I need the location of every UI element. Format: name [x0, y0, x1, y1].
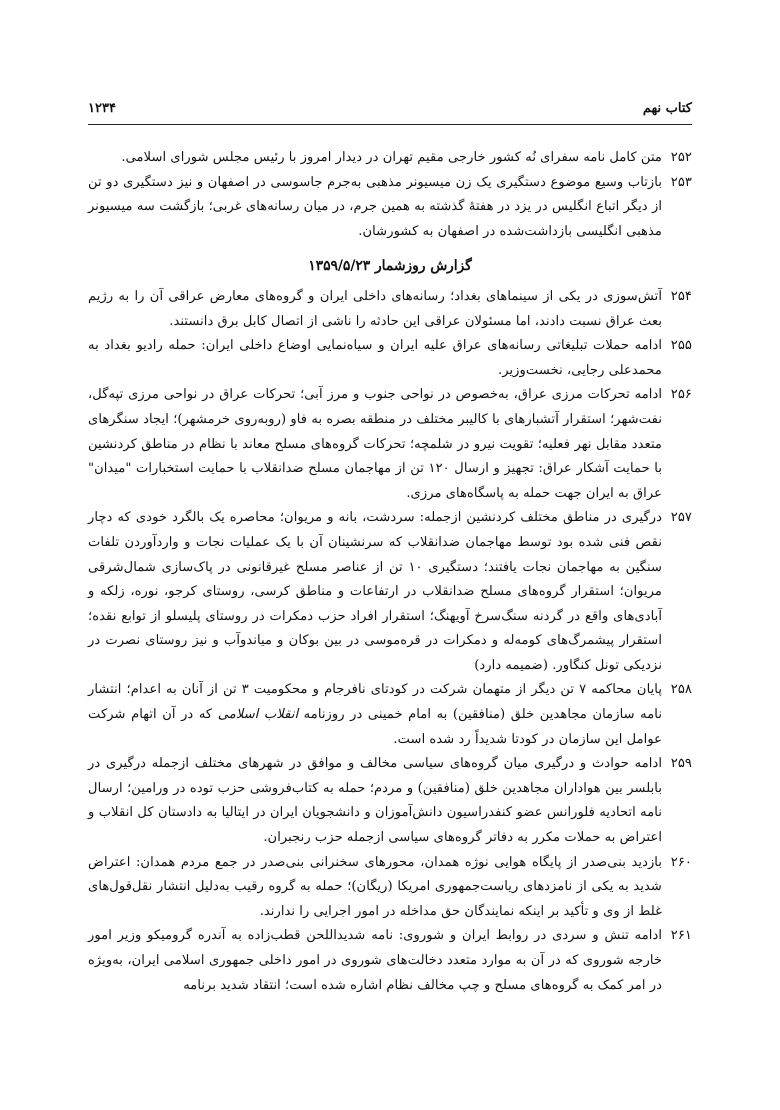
page-content [88, 146, 692, 998]
book-title: کتاب نهم [642, 101, 692, 116]
entry-261 [88, 924, 692, 998]
entry-text: ادامه حوادث و درگیری میان گروه‌های سیاسی مخالف و موافق در شهرهای مختلف ازجمله درگیری در بابلسر بین هواداران مجاهدین خلق (منافقین) و مردم؛ حمله به کتاب‌فروشی حزب توده در ورامین؛ ارسال نامه اتحادیه فلورانس عضو کنفدراسیون دانش‌آموزان و دانشجویان ایران در ایتالیا به دادستان کل انقلاب و اعتراض به حملات مکرر به دفاتر گروه‌های سیاسی ازجمله حزب رنجبران. [88, 756, 662, 846]
entry-text: بازتاب وسیع موضوع دستگیری یک زن میسیونر مذهبی به‌جرم جاسوسی در اصفهان و نیز دستگیری دو تن از دیگر اتباع انگلیس در یزد در هفتهٔ گذشته به همین جرم، در میان رسانه‌های غربی؛ بازگشت سه میسیونر مذهبی انگلیسی بازداشت‌شده در اصفهان به کشورشان. [88, 174, 662, 239]
entry-number: ۲۵۷ [670, 510, 692, 526]
entry-number: ۲۵۳ [670, 174, 692, 190]
daily-report-title: گزارش روزشمار ۱۳۵۹/۵/۲۳ [308, 258, 472, 275]
entry-text: ادامه تحرکات مرزی عراق، به‌خصوص در نواحی جنوب و مرز آبی؛ تحرکات عراق در نواحی مرزی تپه‌گل، نفت‌شهر؛ استقرار آتشبارهای با کالیبر مختلف در منطقه بصره به فاو (روبه‌روی خرمشهر)؛ ایجاد سنگرهای متعدد مقابل نهر فعلیه؛ تقویت نیرو در شلمچه؛ تحرکات گروه‌های مسلح معاند با نظام در مناطق کردنشین با حمایت آشکار عراق: تجهیز و ارسال ۱۲۰ تن از مهاجمان مسلح ضدانقلاب با حمایت استخبارات "میدان" عراق به ایران جهت حمله به پاسگاه‌های مرزی. [88, 387, 662, 501]
entry-text: درگیری در مناطق مختلف کردنشین ازجمله: سردشت، بانه و مریوان؛ محاصره یک بالگرد خودی که دچار نقص فنی شده بود توسط مهاجمان ضدانقلاب که سرنشینان آن با یک عملیات نجات و واردآوردن تلفات سنگین به مهاجمان نجات یافتند؛ دستگیری ۱۰ تن از عناصر مسلح غیرقانونی در پاک‌سازی شمال‌شرقی مریوان؛ استقرار گروه‌های مسلح ضدانقلاب در ارتفاعات و مناطق کرسی، روستای کرجو، نوره، زلکه و آبادی‌های واقع در گردنه سنگ‌سرخ آویهنگ؛ استقرار افراد حزب دمکرات در روستای پلیسلو از توابع نقده؛ استقرار پیشمرگ‌های کومه‌له و دمکرات در قره‌موسی در بین بوکان و میاندوآب و نیز روستای نصرت در نزدیکی تونل کنگاور. (ضمیمه دارد) [88, 510, 662, 673]
entry-text-part: پایان محاکمه ۷ تن دیگر از متهمان شرکت در کودتای نافرجام و محکومیت ۳ تن از آنان به اعدام؛ انتشار نامه سازمان مجاهدین خلق (منافقین) به امام خمینی در روزنامه [88, 682, 662, 723]
entry-260 [88, 851, 692, 925]
entry-number: ۲۶۱ [670, 928, 692, 944]
entry-text: آتش‌سوزی در یکی از سینماهای بغداد؛ رسانه‌های داخلی ایران و گروه‌های معارض عراقی آن را به رژیم بعث عراق نسبت دادند، اما مسئولان عراقی این حادثه را ناشی از اتصال کابل برق دانستند. [88, 288, 662, 329]
entry-253 [88, 171, 692, 245]
entry-255 [88, 334, 692, 383]
entry-text: ادامه تنش و سردی در روابط ایران و شوروی: نامه شدیداللحن قطب‌زاده به آندره گرومیکو وزیر امور خارجه شوروی که در آن به موارد متعدد دخالت‌های شوروی در امور داخلی جمهوری اسلامی ایران، به‌ویژه در امر کمک به گروه‌های مسلح و چپ مخالف نظام اشاره شده است؛ انتقاد شدید برنامه [88, 928, 662, 993]
entry-257 [88, 506, 692, 678]
entry-text: بازدید بنی‌صدر از پایگاه هوایی نوژه همدان، محورهای سخنرانی بنی‌صدر در جمع مردم همدان: اعتراض شدید به یکی از نامزدهای ریاست‌جمهوری امریکا (ریگان)؛ حمله به گروه رقیب به‌دلیل انتشار نقل‌قول‌های غلط از وی و تأکید بر اینکه نمایندگان حق مداخله در امور اجرایی را ندارند. [88, 854, 662, 919]
header-divider [88, 124, 692, 125]
entry-256 [88, 383, 692, 506]
entry-number: ۲۵۶ [670, 387, 692, 403]
entry-text-part: که در آن اتهام شرکت عوامل این سازمان در کودتا شدیداً رد شده است. [88, 707, 662, 747]
entry-254 [88, 285, 692, 334]
newspaper-title: انقلاب اسلامی [217, 707, 299, 723]
entry-258 [88, 678, 692, 752]
entry-number: ۲۵۹ [670, 756, 692, 772]
entry-252 [88, 146, 692, 171]
page-header [88, 92, 692, 116]
entry-259 [88, 752, 692, 850]
page-number: ۱۲۳۴ [88, 101, 116, 116]
entry-number: ۲۶۰ [670, 854, 692, 870]
entry-text: متن کامل نامه سفرای نُه کشور خارجی مقیم تهران در دیدار امروز با رئیس مجلس شورای اسلامی. [121, 150, 662, 165]
entry-number: ۲۵۲ [670, 150, 692, 165]
entry-text: ادامه حملات تبلیغاتی رسانه‌های عراق علیه ایران و سیاه‌نمایی اوضاع داخلی ایران: حمله رادیو بغداد به محمدعلی رجایی، نخست‌وزیر. [88, 338, 662, 378]
entry-number: ۲۵۸ [670, 682, 692, 698]
entry-text [88, 678, 662, 752]
entry-number: ۲۵۴ [670, 288, 692, 304]
entry-number: ۲۵۵ [670, 338, 692, 354]
